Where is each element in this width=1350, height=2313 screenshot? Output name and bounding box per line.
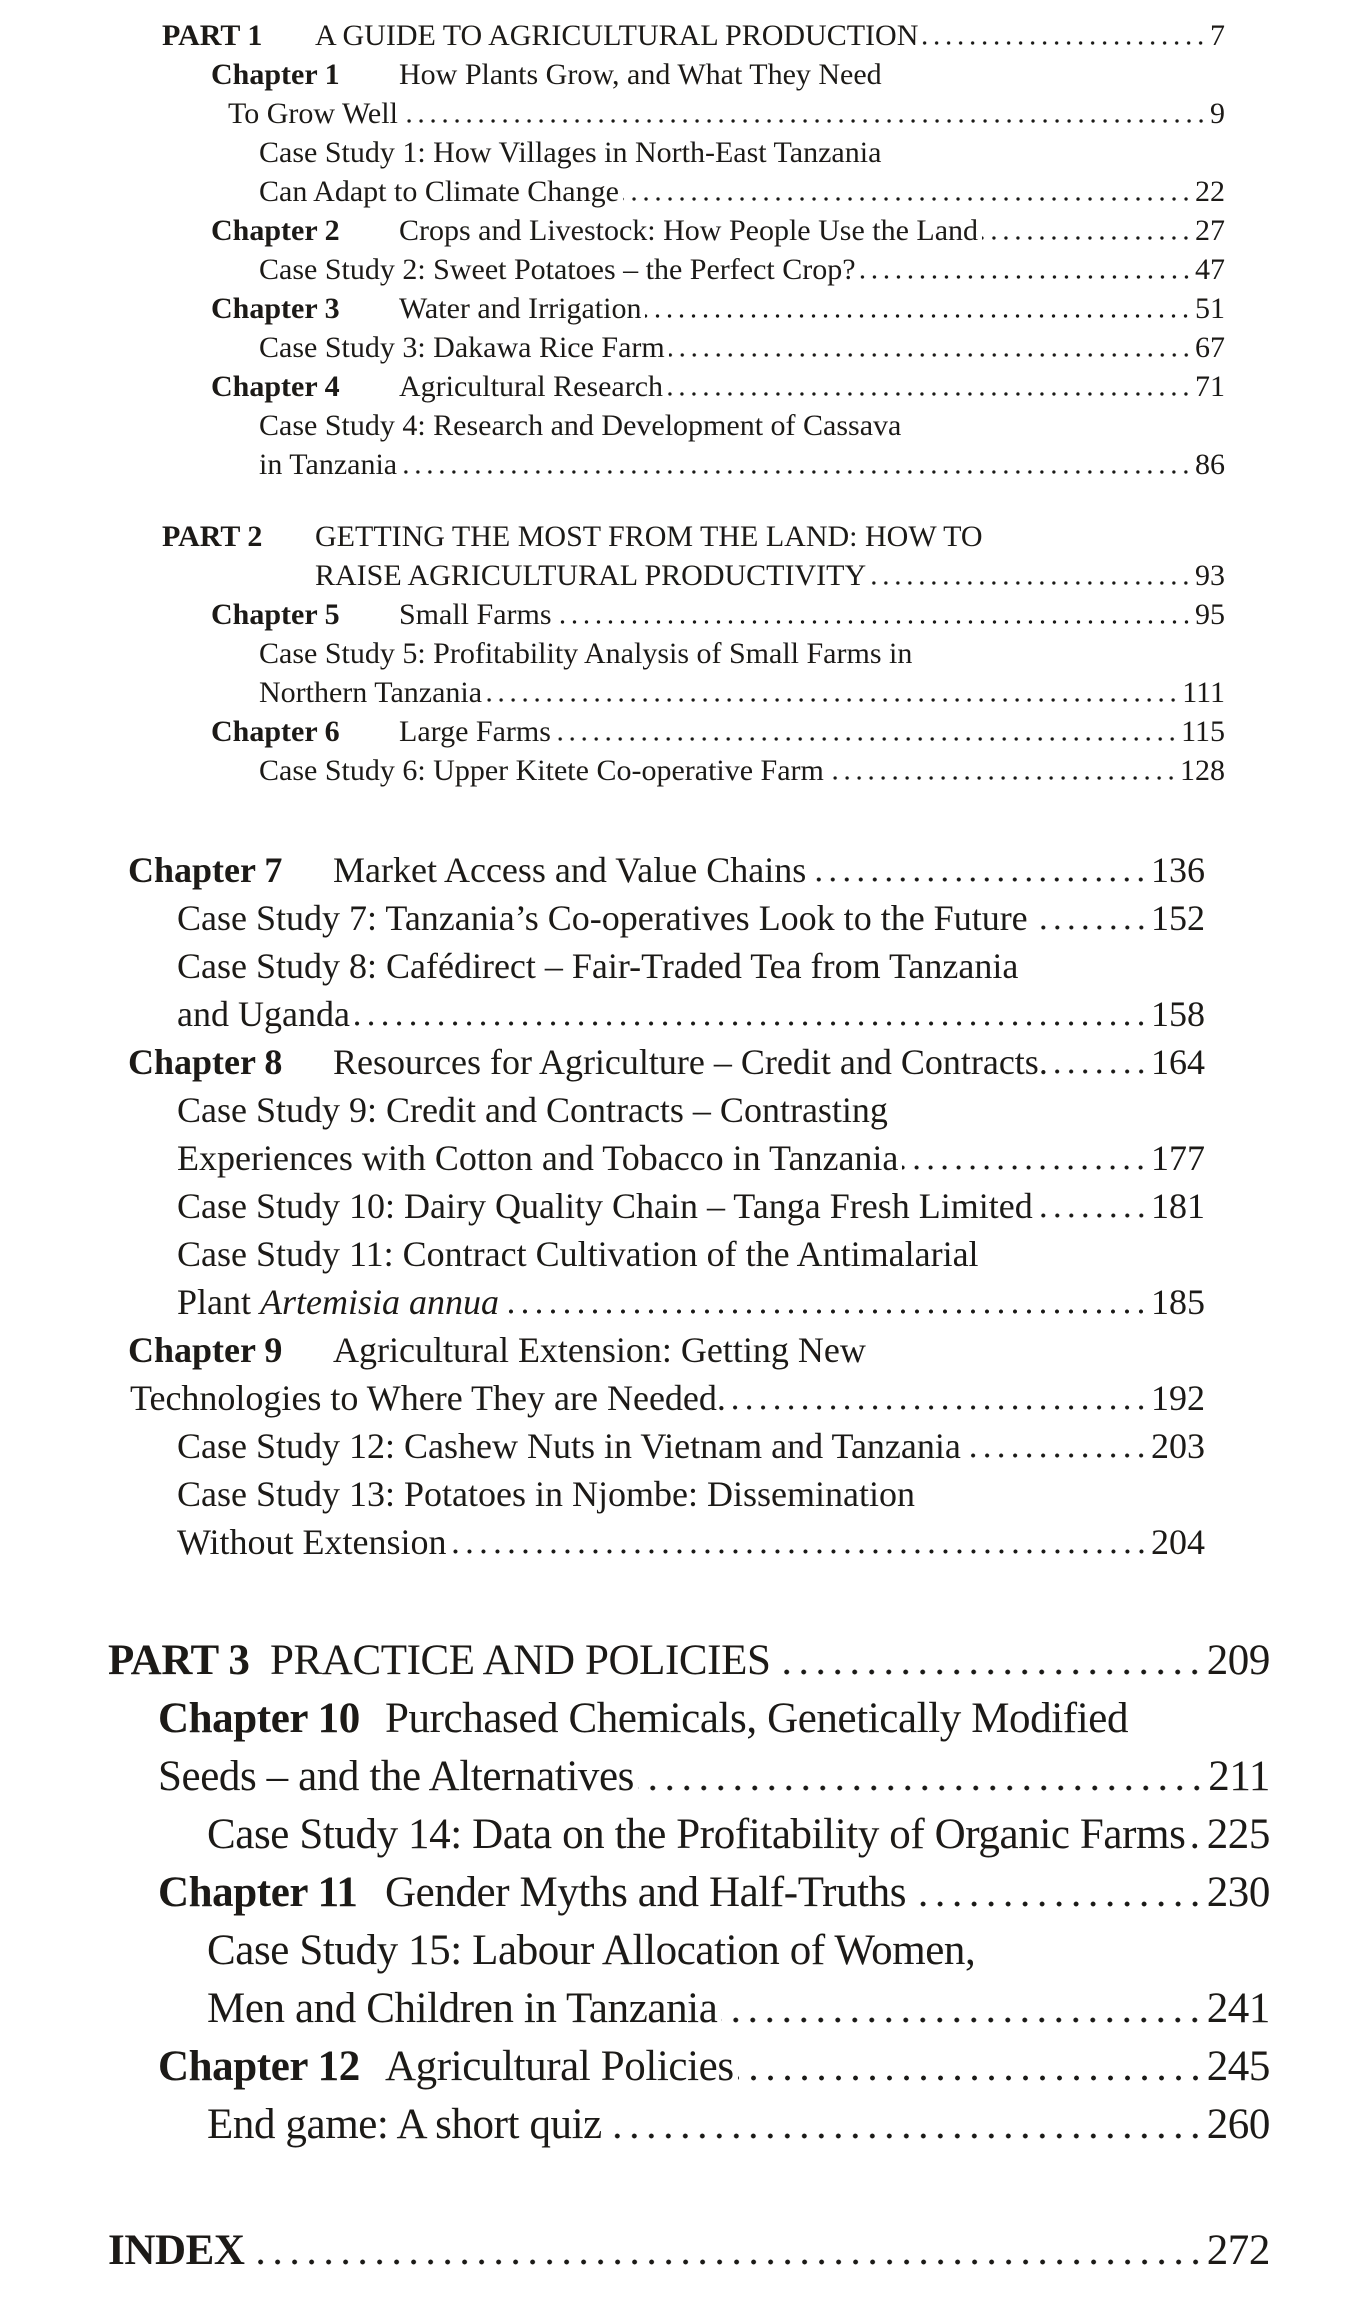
page-number: 225	[1206, 1811, 1270, 1858]
toc-entry-case	[0, 1806, 1270, 1864]
toc-entry-part	[0, 517, 1225, 556]
page-number: 272	[1206, 2227, 1270, 2274]
toc-entry-chapter	[0, 55, 1225, 94]
dot-leader	[354, 1021, 1148, 1026]
page-number: 136	[1151, 850, 1205, 890]
toc-entry-chapter-cont	[0, 1374, 1205, 1422]
entry-label: Chapter 3	[211, 292, 340, 325]
page-number: 152	[1151, 898, 1205, 938]
dot-leader	[730, 1405, 1148, 1410]
toc-section-3	[0, 1632, 1350, 2280]
entry-title: A GUIDE TO AGRICULTURAL PRODUCTION	[315, 19, 919, 52]
page-number: 185	[1151, 1282, 1205, 1322]
entry-label: Chapter 8	[128, 1042, 283, 1082]
page-number: 115	[1181, 715, 1225, 748]
entry-title: Experiences with Cotton and Tobacco in Tanzania	[177, 1138, 899, 1178]
dot-leader	[401, 470, 1192, 474]
page-number: 22	[1195, 175, 1225, 208]
dot-leader	[503, 1309, 1148, 1314]
entry-title-plain: Plant	[177, 1282, 261, 1322]
entry-title: Technologies to Where They are Needed.	[130, 1378, 726, 1418]
entry-title: Water and Irrigation	[399, 292, 642, 325]
dot-leader	[556, 620, 1192, 624]
entry-title: Seeds – and the Alternatives	[158, 1753, 635, 1800]
dot-leader	[623, 197, 1192, 201]
toc-entry-case	[0, 894, 1205, 942]
entry-title: Case Study 14: Data on the Profitability of Organic Farms	[207, 1811, 1186, 1858]
page-number: 203	[1151, 1426, 1205, 1466]
toc-entry-case-cont	[0, 172, 1225, 211]
entry-label: Chapter 6	[211, 715, 340, 748]
entry-title: GETTING THE MOST FROM THE LAND: HOW TO	[315, 520, 983, 553]
entry-title-italic: Artemisia annua	[260, 1282, 500, 1322]
toc-entry-chapter	[0, 1690, 1270, 1748]
toc-entry-chapter	[0, 595, 1225, 634]
toc-entry-case	[0, 1422, 1205, 1470]
toc-entry-chapter	[0, 1864, 1270, 1922]
entry-label: Chapter 11	[158, 1869, 358, 1916]
toc-section-1	[0, 16, 1350, 790]
entry-title: Agricultural Research	[399, 370, 664, 403]
dot-leader	[669, 353, 1192, 357]
page-number: 7	[1210, 19, 1225, 52]
entry-title	[177, 1278, 499, 1326]
entry-title: PRACTICE AND POLICIES	[270, 1637, 771, 1684]
dot-leader	[965, 1453, 1148, 1458]
toc-entry-case	[0, 133, 1225, 172]
page-number: 71	[1195, 370, 1225, 403]
page-number: 47	[1195, 253, 1225, 286]
dot-leader	[721, 2017, 1203, 2023]
entry-title: Men and Children in Tanzania	[207, 1985, 718, 2032]
entry-title: Case Study 7: Tanzania’s Co-operatives Look to the Future	[177, 898, 1028, 938]
entry-title: Case Study 6: Upper Kitete Co-operative Farm	[259, 754, 824, 787]
entry-title: and Uganda	[177, 994, 350, 1034]
page-number: 241	[1206, 1985, 1270, 2032]
toc-entry-chapter	[0, 289, 1225, 328]
toc-entry-case-cont	[0, 990, 1205, 1038]
dot-leader	[645, 314, 1192, 318]
toc-entry-index	[0, 2222, 1270, 2280]
toc-entry-case-cont	[0, 1278, 1205, 1326]
page-number: 9	[1210, 97, 1225, 130]
page-number: 128	[1180, 754, 1225, 787]
page-number: 51	[1195, 292, 1225, 325]
page-number: 204	[1151, 1522, 1205, 1562]
entry-title: Case Study 4: Research and Development of Cassava	[259, 409, 902, 442]
entry-title: Case Study 10: Dairy Quality Chain – Tanga Fresh Limited	[177, 1186, 1033, 1226]
entry-title: Agricultural Policies	[385, 2043, 734, 2090]
toc-entry-case	[0, 328, 1225, 367]
page-number: 111	[1182, 676, 1225, 709]
dot-leader	[810, 877, 1148, 882]
entry-label: Chapter 5	[211, 598, 340, 631]
entry-title: Market Access and Value Chains	[333, 850, 807, 890]
dot-leader	[922, 41, 1207, 45]
dot-leader	[667, 392, 1192, 396]
entry-title: Case Study 13: Potatoes in Njombe: Dissemination	[177, 1474, 915, 1514]
toc-entry-case	[0, 1182, 1205, 1230]
toc-entry-chapter	[0, 1038, 1205, 1086]
toc-entry-chapter	[0, 1326, 1205, 1374]
dot-leader	[451, 1549, 1148, 1554]
entry-title: Northern Tanzania	[259, 676, 483, 709]
toc-entry-case-cont	[0, 445, 1225, 484]
entry-title: Case Study 8: Cafédirect – Fair-Traded Tea from Tanzania	[177, 946, 1019, 986]
toc-entry-part-cont	[0, 556, 1225, 595]
entry-title: Case Study 5: Profitability Analysis of Small Farms in	[259, 637, 913, 670]
toc-entry-chapter	[0, 2038, 1270, 2096]
entry-title: RAISE AGRICULTURAL PRODUCTIVITY	[315, 559, 867, 592]
page-number: 211	[1208, 1753, 1270, 1800]
entry-title: End game: A short quiz	[207, 2101, 602, 2148]
page-number: 192	[1151, 1378, 1205, 1418]
entry-title: To Grow Well	[228, 97, 398, 130]
page-number: 67	[1195, 331, 1225, 364]
toc-entry-chapter-cont	[0, 94, 1225, 133]
entry-title: Agricultural Extension: Getting New	[333, 1330, 866, 1370]
entry-title: Large Farms	[399, 715, 551, 748]
page-number: 230	[1206, 1869, 1270, 1916]
entry-title: Gender Myths and Half-Truths	[385, 1869, 907, 1916]
page-number: 164	[1151, 1042, 1205, 1082]
entry-title: Crops and Livestock: How People Use the Land	[399, 214, 979, 247]
toc-entry-case	[0, 751, 1225, 790]
page-number: 95	[1195, 598, 1225, 631]
entry-title: Can Adapt to Climate Change	[259, 175, 619, 208]
entry-title: How Plants Grow, and What They Need	[399, 58, 882, 91]
entry-title: Case Study 11: Contract Cultivation of the Antimalarial	[177, 1234, 979, 1274]
entry-title: Without Extension	[177, 1522, 447, 1562]
toc-entry-case	[0, 634, 1225, 673]
toc-entry-chapter	[0, 367, 1225, 406]
dot-leader	[738, 2075, 1204, 2081]
toc-entry-case	[0, 1922, 1270, 1980]
entry-label: Chapter 10	[158, 1695, 360, 1742]
dot-leader	[1037, 1213, 1148, 1218]
toc-entry-case-cont	[0, 1980, 1270, 2038]
entry-title: Case Study 3: Dakawa Rice Farm	[259, 331, 665, 364]
entry-label: Chapter 2	[211, 214, 340, 247]
page-number: 245	[1206, 2043, 1270, 2090]
entry-label: PART 1	[162, 19, 263, 52]
dot-leader	[402, 119, 1207, 123]
dot-leader	[1189, 1843, 1203, 1849]
toc-entry-part	[0, 16, 1225, 55]
entry-title: Purchased Chemicals, Genetically Modified	[385, 1695, 1129, 1742]
toc-entry-case	[0, 1470, 1205, 1518]
dot-leader	[828, 776, 1177, 780]
page-number: 86	[1195, 448, 1225, 481]
page-number: 177	[1151, 1138, 1205, 1178]
dot-leader	[486, 698, 1179, 702]
toc-entry-case	[0, 942, 1205, 990]
dot-leader	[638, 1785, 1205, 1791]
toc-entry-chapter	[0, 211, 1225, 250]
toc-entry-case	[0, 2096, 1270, 2154]
dot-leader	[1032, 925, 1148, 930]
dot-leader	[902, 1165, 1148, 1170]
page-number: 158	[1151, 994, 1205, 1034]
toc-entry-case	[0, 406, 1225, 445]
entry-title: Case Study 12: Cashew Nuts in Vietnam and Tanzania	[177, 1426, 961, 1466]
entry-label: Chapter 12	[158, 2043, 360, 2090]
dot-leader	[255, 2259, 1204, 2265]
dot-leader	[1052, 1069, 1148, 1074]
dot-leader	[555, 737, 1178, 741]
entry-title: Case Study 1: How Villages in North-East Tanzania	[259, 136, 882, 169]
entry-label: Chapter 1	[211, 58, 340, 91]
toc-entry-case-cont	[0, 673, 1225, 712]
entry-title: in Tanzania	[259, 448, 398, 481]
toc-section-2	[0, 846, 1350, 1566]
entry-label: PART 3	[108, 1637, 250, 1684]
entry-label: Chapter 4	[211, 370, 340, 403]
entry-title: Resources for Agriculture – Credit and Contracts.	[333, 1042, 1048, 1082]
entry-title: Case Study 2: Sweet Potatoes – the Perfect Crop?	[259, 253, 856, 286]
toc-entry-chapter	[0, 712, 1225, 751]
entry-label: INDEX	[108, 2227, 245, 2274]
dot-leader	[774, 1669, 1203, 1675]
entry-title: Small Farms	[399, 598, 552, 631]
toc-entry-case-cont	[0, 1518, 1205, 1566]
toc-entry-chapter-cont	[0, 1748, 1270, 1806]
page-number: 93	[1195, 559, 1225, 592]
toc-entry-part	[0, 1632, 1270, 1690]
toc-entry-case	[0, 1086, 1205, 1134]
toc-entry-case	[0, 250, 1225, 289]
toc-entry-case-cont	[0, 1134, 1205, 1182]
entry-title: Case Study 9: Credit and Contracts – Contrasting	[177, 1090, 888, 1130]
page-number: 260	[1206, 2101, 1270, 2148]
page-number: 209	[1206, 1637, 1270, 1684]
entry-label: PART 2	[162, 520, 263, 553]
dot-leader	[860, 275, 1192, 279]
dot-leader	[982, 236, 1192, 240]
dot-leader	[870, 581, 1192, 585]
entry-label: Chapter 9	[128, 1330, 283, 1370]
page-number: 27	[1195, 214, 1225, 247]
dot-leader	[606, 2133, 1204, 2139]
entry-label: Chapter 7	[128, 850, 283, 890]
toc-entry-case	[0, 1230, 1205, 1278]
entry-title: Case Study 15: Labour Allocation of Women,	[207, 1927, 976, 1974]
dot-leader	[910, 1901, 1204, 1907]
page-number: 181	[1151, 1186, 1205, 1226]
toc-entry-chapter	[0, 846, 1205, 894]
